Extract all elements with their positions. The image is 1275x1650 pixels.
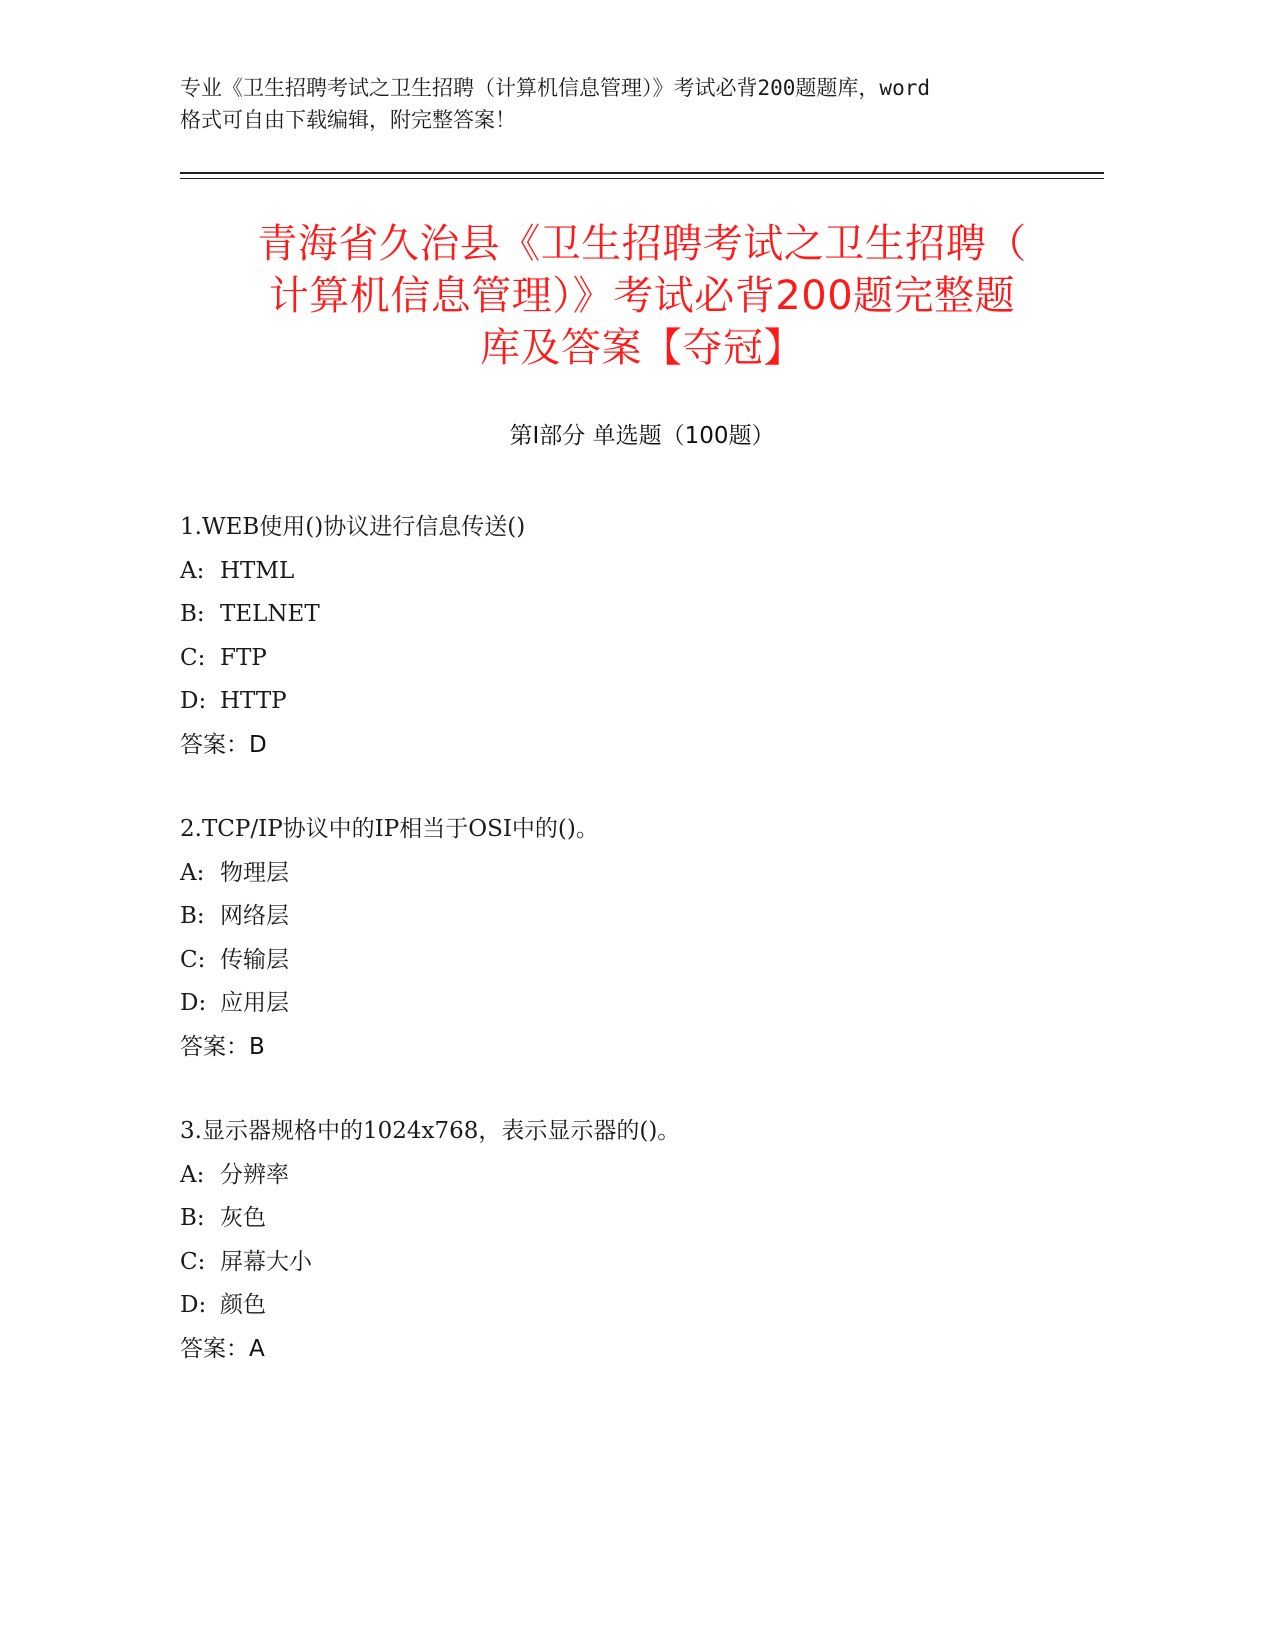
option-d [180, 1284, 1104, 1328]
option-d [180, 982, 1104, 1026]
option-b [180, 895, 1104, 939]
option-a [180, 852, 1104, 896]
option-label: C: [180, 644, 206, 671]
document-title-line-1: 青海省久治县《卫生招聘考试之卫生招聘（ [257, 221, 1027, 267]
option-text: 分辨率 [220, 1161, 289, 1188]
question-stem: 1.WEB使用()协议进行信息传送() [180, 514, 526, 540]
option-text: FTP [220, 644, 267, 671]
header-note-line-1: 专业《卫生招聘考试之卫生招聘（计算机信息管理）》考试必背200题题库，word [180, 76, 930, 100]
option-c [180, 1241, 1104, 1285]
option-label: B: [180, 1205, 205, 1231]
option-text: TELNET [220, 601, 320, 627]
option-text: 应用层 [220, 990, 289, 1016]
answer-line: 答案：D [180, 731, 267, 758]
document-title [180, 218, 1104, 374]
header-note-line-2: 格式可自由下载编辑，附完整答案！ [180, 108, 516, 132]
option-text: 传输层 [220, 946, 289, 973]
header-rule-thin [180, 178, 1104, 179]
option-label: C: [180, 1248, 206, 1275]
question-2 [180, 808, 1104, 1069]
option-label: D: [180, 688, 207, 714]
question-3 [180, 1110, 1104, 1371]
question-stem: 3.显示器规格中的1024x768，表示显示器的()。 [180, 1118, 681, 1144]
header-rule-thick [180, 172, 1104, 174]
section-title: 第Ⅰ部分 单选题（100题） [509, 423, 775, 449]
option-b [180, 1197, 1104, 1241]
option-a [180, 1154, 1104, 1198]
option-c [180, 939, 1104, 983]
option-text: 网络层 [220, 903, 289, 929]
option-b [180, 593, 1104, 637]
option-c [180, 637, 1104, 681]
document-title-line-3: 库及答案【夺冠】 [480, 325, 804, 371]
option-a [180, 550, 1104, 594]
option-text: 灰色 [220, 1205, 266, 1231]
header-note [180, 72, 1060, 136]
option-text: 颜色 [220, 1292, 266, 1318]
option-label: B: [180, 601, 205, 627]
question-1 [180, 506, 1104, 767]
option-label: A: [180, 1161, 205, 1188]
question-stem: 2.TCP/IP协议中的IP相当于OSI中的()。 [180, 816, 599, 842]
option-label: D: [180, 1292, 207, 1318]
question-list [180, 506, 1104, 1412]
option-label: A: [180, 859, 205, 886]
answer-line: 答案：B [180, 1033, 265, 1060]
option-label: D: [180, 990, 207, 1016]
option-text: HTML [220, 557, 295, 584]
document-title-line-2: 计算机信息管理）》考试必背200题完整题 [268, 273, 1016, 319]
option-text: 物理层 [220, 859, 289, 886]
answer-line: 答案：A [180, 1335, 265, 1362]
option-d [180, 680, 1104, 724]
option-label: A: [180, 557, 205, 584]
option-label: B: [180, 903, 205, 929]
option-label: C: [180, 946, 206, 973]
option-text: HTTP [220, 688, 287, 714]
option-text: 屏幕大小 [220, 1248, 312, 1275]
